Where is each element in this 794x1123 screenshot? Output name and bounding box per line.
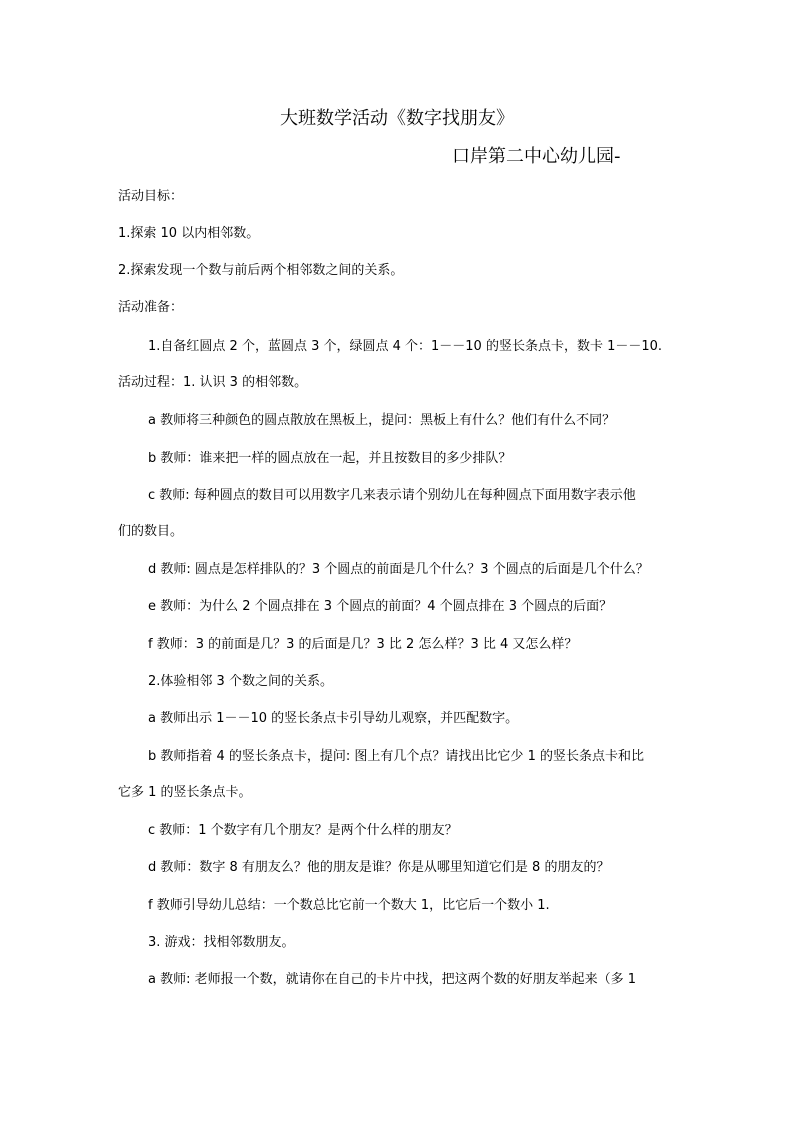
section-heading-goals: 活动目标：	[118, 189, 184, 204]
process-subheading: 2.体验相邻 3 个数之间的关系。	[148, 674, 333, 689]
process-step: c 教师：1 个数字有几个朋友？是两个什么样的朋友？	[148, 823, 458, 838]
process-subheading: 3. 游戏：找相邻数朋友。	[148, 935, 295, 950]
document-subtitle: 口岸第二中心幼儿园-	[452, 146, 621, 167]
process-step: f 教师：3 的前面是几？3 的后面是几？3 比 2 怎么样？3 比 4 又怎么样？	[148, 637, 578, 652]
process-step: e 教师：为什么 2 个圆点排在 3 个圆点的前面？4 个圆点排在 3 个圆点的后面？	[148, 599, 613, 614]
section-heading-preparation: 活动准备：	[118, 300, 184, 315]
process-step: a 教师将三种颜色的圆点散放在黑板上，提问：黑板上有什么？他们有什么不同？	[148, 413, 616, 428]
process-step: c 教师: 每种圆点的数目可以用数字几来表示请个别幼儿在每种圆点下面用数字表示他	[148, 488, 636, 503]
process-step: a 教师: 老师报一个数，就请你在自己的卡片中找，把这两个数的好朋友举起来（多 1	[148, 972, 637, 987]
process-step: b 教师指着 4 的竖长条点卡，提问: 图上有几个点？请找出比它少 1 的竖长条点卡和比	[148, 749, 644, 764]
goal-item-1: 1.探索 10 以内相邻数。	[118, 226, 260, 241]
process-step: f 教师引导幼儿总结：一个数总比它前一个数大 1，比它后一个数小 1.	[148, 898, 550, 913]
process-step: a 教师出示 1－－10 的竖长条点卡引导幼儿观察，并匹配数字。	[148, 711, 519, 726]
process-step-continued: 们的数目。	[118, 524, 184, 539]
section-heading-process: 活动过程：1. 认识 3 的相邻数。	[118, 375, 308, 390]
document-title: 大班数学活动《数字找朋友》	[280, 108, 514, 129]
process-step: b 教师：谁来把一样的圆点放在一起，并且按数目的多少排队？	[148, 451, 512, 466]
goal-item-2: 2.探索发现一个数与前后两个相邻数之间的关系。	[118, 263, 404, 278]
process-step-continued: 它多 1 的竖长条点卡。	[118, 785, 252, 800]
process-step: d 教师：数字 8 有朋友么？他的朋友是谁？你是从哪里知道它们是 8 的朋友的？	[148, 860, 610, 875]
process-step: d 教师: 圆点是怎样排队的？3 个圆点的前面是几个什么？3 个圆点的后面是几个什么？	[148, 562, 649, 577]
preparation-item-1: 1.自备红圆点 2 个，蓝圆点 3 个，绿圆点 4 个：1－－10 的竖长条点卡，数卡 1－－10.	[148, 339, 663, 354]
